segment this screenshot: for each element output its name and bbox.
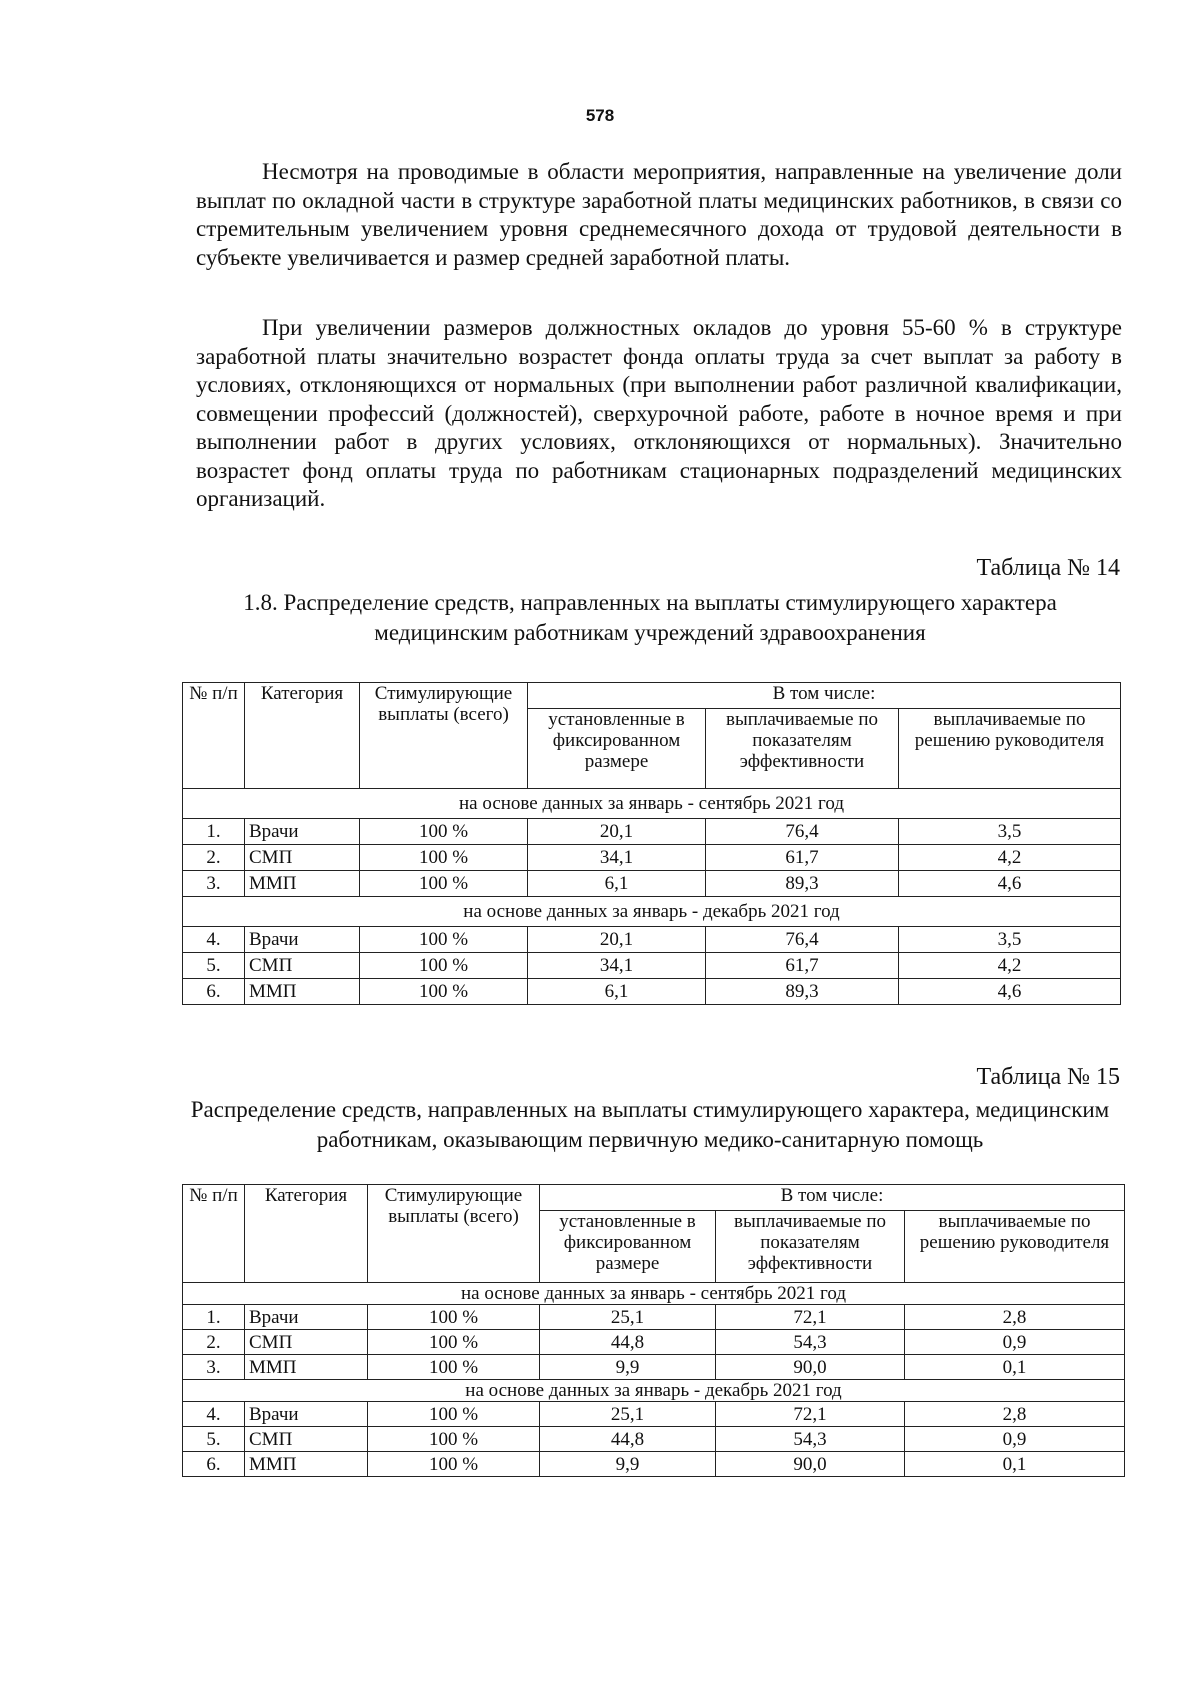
row-manager: 0,1: [905, 1355, 1125, 1380]
table-14: [182, 682, 1121, 1005]
row-stimulating: 100 %: [360, 819, 528, 845]
row-category: ММП: [245, 1355, 368, 1380]
row-fixed: 9,9: [540, 1452, 716, 1477]
row-number: 6.: [183, 1452, 245, 1477]
row-number: 5.: [183, 1427, 245, 1452]
row-stimulating: 100 %: [360, 979, 528, 1005]
row-number: 1.: [183, 819, 245, 845]
row-manager: 3,5: [899, 819, 1121, 845]
row-stimulating: 100 %: [360, 871, 528, 897]
row-category: ММП: [245, 979, 360, 1005]
header-num: № п/п: [183, 1185, 245, 1283]
section-label: на основе данных за январь - декабрь 2021 год: [183, 1380, 1125, 1402]
row-manager: 0,9: [905, 1330, 1125, 1355]
row-stimulating: 100 %: [360, 845, 528, 871]
row-efficiency: 54,3: [716, 1427, 905, 1452]
row-manager: 4,6: [899, 979, 1121, 1005]
header-category: Категория: [245, 1185, 368, 1283]
header-including: В том числе:: [528, 683, 1121, 709]
row-stimulating: 100 %: [368, 1305, 540, 1330]
row-manager: 2,8: [905, 1305, 1125, 1330]
header-manager: выплачиваемые по решению руководителя: [905, 1211, 1125, 1283]
row-efficiency: 76,4: [706, 927, 899, 953]
row-fixed: 6,1: [528, 871, 706, 897]
header-efficiency: выплачиваемые по показателям эффективности: [716, 1211, 905, 1283]
row-efficiency: 89,3: [706, 979, 899, 1005]
row-number: 6.: [183, 979, 245, 1005]
row-number: 4.: [183, 927, 245, 953]
row-stimulating: 100 %: [360, 927, 528, 953]
row-manager: 0,9: [905, 1427, 1125, 1452]
row-category: ММП: [245, 871, 360, 897]
row-efficiency: 61,7: [706, 845, 899, 871]
row-category: СМП: [245, 845, 360, 871]
table-row: [183, 1452, 1125, 1477]
table-row: [183, 953, 1121, 979]
row-fixed: 9,9: [540, 1355, 716, 1380]
row-stimulating: 100 %: [368, 1355, 540, 1380]
table-row: [183, 1330, 1125, 1355]
row-number: 2.: [183, 845, 245, 871]
row-category: ММП: [245, 1452, 368, 1477]
row-stimulating: 100 %: [368, 1330, 540, 1355]
row-stimulating: 100 %: [360, 953, 528, 979]
header-including: В том числе:: [540, 1185, 1125, 1211]
section-label: на основе данных за январь - сентябрь 2021 год: [183, 1283, 1125, 1305]
table-14-body: [183, 789, 1121, 1005]
row-efficiency: 90,0: [716, 1452, 905, 1477]
row-efficiency: 54,3: [716, 1330, 905, 1355]
row-stimulating: 100 %: [368, 1427, 540, 1452]
row-fixed: 6,1: [528, 979, 706, 1005]
row-efficiency: 61,7: [706, 953, 899, 979]
table-15-title: Распределение средств, направленных на выплаты стимулирующего характера, медицинским работникам, оказывающим первичную медико-санитарную помощь: [190, 1097, 1110, 1152]
table-row: [183, 819, 1121, 845]
row-number: 2.: [183, 1330, 245, 1355]
row-number: 4.: [183, 1402, 245, 1427]
row-efficiency: 72,1: [716, 1305, 905, 1330]
row-efficiency: 72,1: [716, 1402, 905, 1427]
row-manager: 4,6: [899, 871, 1121, 897]
row-fixed: 25,1: [540, 1402, 716, 1427]
page-number: 578: [585, 106, 615, 125]
table-14-number: Таблица № 14: [976, 555, 1120, 581]
row-number: 5.: [183, 953, 245, 979]
row-number: 1.: [183, 1305, 245, 1330]
section-label: на основе данных за январь - декабрь 2021 год: [183, 897, 1121, 927]
row-category: Врачи: [245, 819, 360, 845]
table-row: [183, 1427, 1125, 1452]
paragraph-2: [196, 314, 1122, 514]
paragraph-text: Несмотря на проводимые в области мероприятия, направленные на увеличение доли выплат по окладной части в структуре заработной платы медицинских работников, в связи со стремительным увеличением уровня среднемесячного дохода от трудовой деятельности в субъекте увеличивается и размер средней заработной платы.: [196, 159, 1122, 270]
header-fixed: установленные в фиксированном размере: [540, 1211, 716, 1283]
table-15-number: Таблица № 15: [976, 1064, 1120, 1090]
table-row: [183, 1305, 1125, 1330]
row-efficiency: 76,4: [706, 819, 899, 845]
table-row: [183, 927, 1121, 953]
header-category: Категория: [245, 683, 360, 789]
row-stimulating: 100 %: [368, 1452, 540, 1477]
row-manager: 4,2: [899, 953, 1121, 979]
header-num: № п/п: [183, 683, 245, 789]
row-fixed: 25,1: [540, 1305, 716, 1330]
table-row: [183, 1402, 1125, 1427]
table-row: [183, 1355, 1125, 1380]
row-fixed: 34,1: [528, 953, 706, 979]
paragraph-1: [196, 158, 1122, 272]
row-fixed: 20,1: [528, 927, 706, 953]
table-15-body: [183, 1283, 1125, 1477]
row-manager: 4,2: [899, 845, 1121, 871]
row-manager: 0,1: [905, 1452, 1125, 1477]
table-row: [183, 845, 1121, 871]
row-efficiency: 90,0: [716, 1355, 905, 1380]
table-15: [182, 1184, 1125, 1477]
header-fixed: установленные в фиксированном размере: [528, 709, 706, 789]
table-row: [183, 979, 1121, 1005]
header-stimulating: Стимулирующие выплаты (всего): [360, 683, 528, 789]
row-category: Врачи: [245, 927, 360, 953]
row-manager: 2,8: [905, 1402, 1125, 1427]
row-category: СМП: [245, 1330, 368, 1355]
header-manager: выплачиваемые по решению руководителя: [899, 709, 1121, 789]
row-manager: 3,5: [899, 927, 1121, 953]
row-stimulating: 100 %: [368, 1402, 540, 1427]
row-fixed: 20,1: [528, 819, 706, 845]
row-category: Врачи: [245, 1305, 368, 1330]
row-number: 3.: [183, 1355, 245, 1380]
row-fixed: 44,8: [540, 1330, 716, 1355]
table-row: [183, 871, 1121, 897]
header-efficiency: выплачиваемые по показателям эффективности: [706, 709, 899, 789]
row-number: 3.: [183, 871, 245, 897]
row-fixed: 44,8: [540, 1427, 716, 1452]
row-category: СМП: [245, 1427, 368, 1452]
row-efficiency: 89,3: [706, 871, 899, 897]
header-stimulating: Стимулирующие выплаты (всего): [368, 1185, 540, 1283]
section-label: на основе данных за январь - сентябрь 2021 год: [183, 789, 1121, 819]
row-category: СМП: [245, 953, 360, 979]
paragraph-text: При увеличении размеров должностных окладов до уровня 55-60 % в структуре заработной платы значительно возрастет фонда оплаты труда за счет выплат за работу в условиях, отклоняющихся от нормальных (при выполнении работ различной квалификации, совмещении профессий (должностей), сверхурочной работе, работе в ночное время и при выполнении работ в других условиях, отклоняющихся от нормальных). Значительно возрастет фонд оплаты труда по работникам стационарных подразделений медицинских организаций.: [196, 315, 1122, 511]
row-category: Врачи: [245, 1402, 368, 1427]
row-fixed: 34,1: [528, 845, 706, 871]
table-14-title: 1.8. Распределение средств, направленных на выплаты стимулирующего характера медицинским работникам учреждений здравоохранения: [243, 590, 1057, 645]
